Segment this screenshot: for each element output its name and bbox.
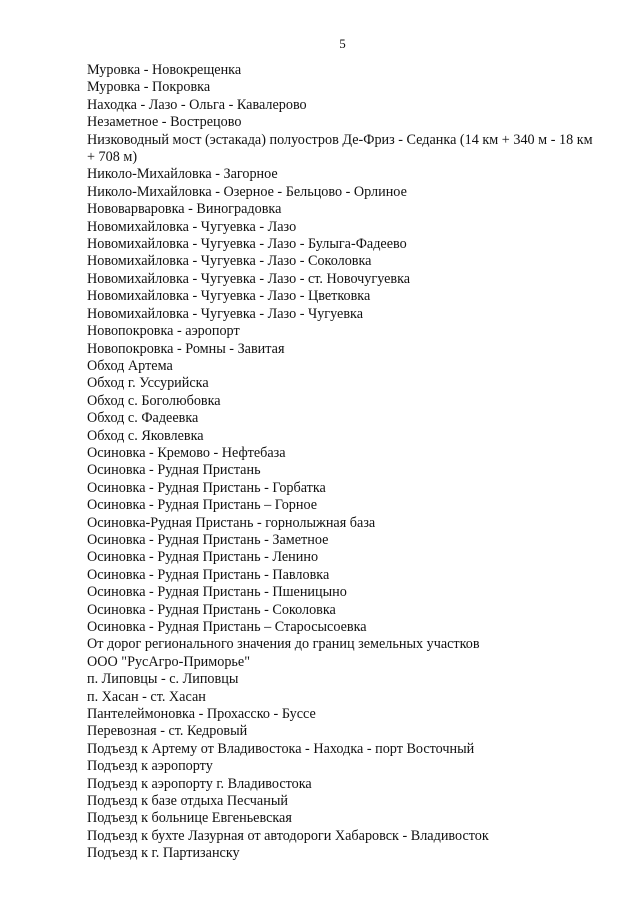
list-item: Осиновка - Рудная Пристань - Горбатка (87, 479, 326, 496)
list-item: Осиновка-Рудная Пристань - горнолыжная база (87, 514, 376, 531)
list-item: Низководный мост (эстакада) полуостров Де-Фриз - Седанка (14 км + 340 м - 18 км + 708 м) (87, 131, 593, 166)
list-item: Подъезд к аэропорту г. Владивостока (87, 775, 312, 792)
list-item: Подъезд к базе отдыха Песчаный (87, 793, 288, 810)
list-item: Подъезд к бухте Лазурная от автодороги Хабаровск - Владивосток (87, 827, 489, 844)
page-number: 5 (339, 36, 346, 51)
list-item: Новомихайловка - Чугуевка - Лазо - Булыга-Фадеево (87, 236, 407, 253)
road-list (87, 62, 597, 863)
list-item: Осиновка - Рудная Пристань – Горное (87, 497, 318, 514)
list-item: Новомихайловка - Чугуевка - Лазо - Цветковка (87, 288, 371, 305)
list-item: ООО "РусАгро-Приморье" (87, 653, 250, 670)
list-item: Осиновка - Рудная Пристань - Павловка (87, 566, 330, 583)
list-item: Новомихайловка - Чугуевка - Лазо - Чугуевка (87, 305, 363, 322)
list-item: Находка - Лазо - Ольга - Кавалерово (87, 96, 307, 113)
list-item: Муровка - Новокрещенка (87, 62, 242, 78)
list-item: Подъезд к г. Партизанску (87, 845, 240, 862)
list-item: Осиновка - Рудная Пристань – Старосысоевка (87, 619, 367, 635)
list-item: Николо-Михайловка - Озерное - Бельцово - Орлиное (87, 183, 407, 200)
list-item: п. Липовцы - с. Липовцы (87, 671, 239, 688)
list-item: Подъезд к больнице Евгеньевская (87, 810, 292, 827)
list-item: Новомихайловка - Чугуевка - Лазо (87, 218, 297, 235)
list-item: Обход с. Боголюбовка (87, 392, 221, 409)
list-item: Нововарваровка - Виноградовка (87, 201, 282, 218)
list-item: Осиновка - Рудная Пристань - Ленино (87, 549, 319, 566)
list-item: Обход с. Фадеевка (87, 410, 199, 427)
list-item: Незаметное - Вострецово (87, 114, 242, 131)
list-item: Николо-Михайловка - Загорное (87, 166, 278, 183)
list-item: Осиновка - Рудная Пристань - Заметное (87, 531, 329, 548)
list-item: Новомихайловка - Чугуевка - Лазо - Соколовка (87, 253, 372, 270)
list-item: Подъезд к аэропорту (87, 758, 213, 775)
list-item: Пантелеймоновка - Прохасско - Буссе (87, 706, 316, 723)
list-item: Осиновка - Рудная Пристань - Соколовка (87, 601, 336, 618)
list-item: Перевозная - ст. Кедровый (87, 723, 248, 740)
list-item: Новомихайловка - Чугуевка - Лазо - ст. Новочугуевка (87, 270, 411, 287)
list-item: Новопокровка - Ромны - Завитая (87, 340, 285, 357)
list-item: Осиновка - Рудная Пристань (87, 462, 261, 479)
list-item: Муровка - Покровка (87, 79, 211, 96)
list-item: Обход г. Уссурийска (87, 375, 209, 392)
list-item: Подъезд к Артему от Владивостока - Находка - порт Восточный (87, 740, 475, 757)
list-item: Обход с. Яковлевка (87, 427, 204, 444)
list-item: п. Хасан - ст. Хасан (87, 688, 206, 705)
list-item: Осиновка - Кремово - Нефтебаза (87, 444, 286, 461)
list-item: От дорог регионального значения до границ земельных участков (87, 636, 480, 653)
list-item: Обход Артема (87, 357, 173, 374)
list-item: Новопокровка - аэропорт (87, 323, 240, 340)
list-item: Осиновка - Рудная Пристань - Пшеницыно (87, 584, 347, 601)
